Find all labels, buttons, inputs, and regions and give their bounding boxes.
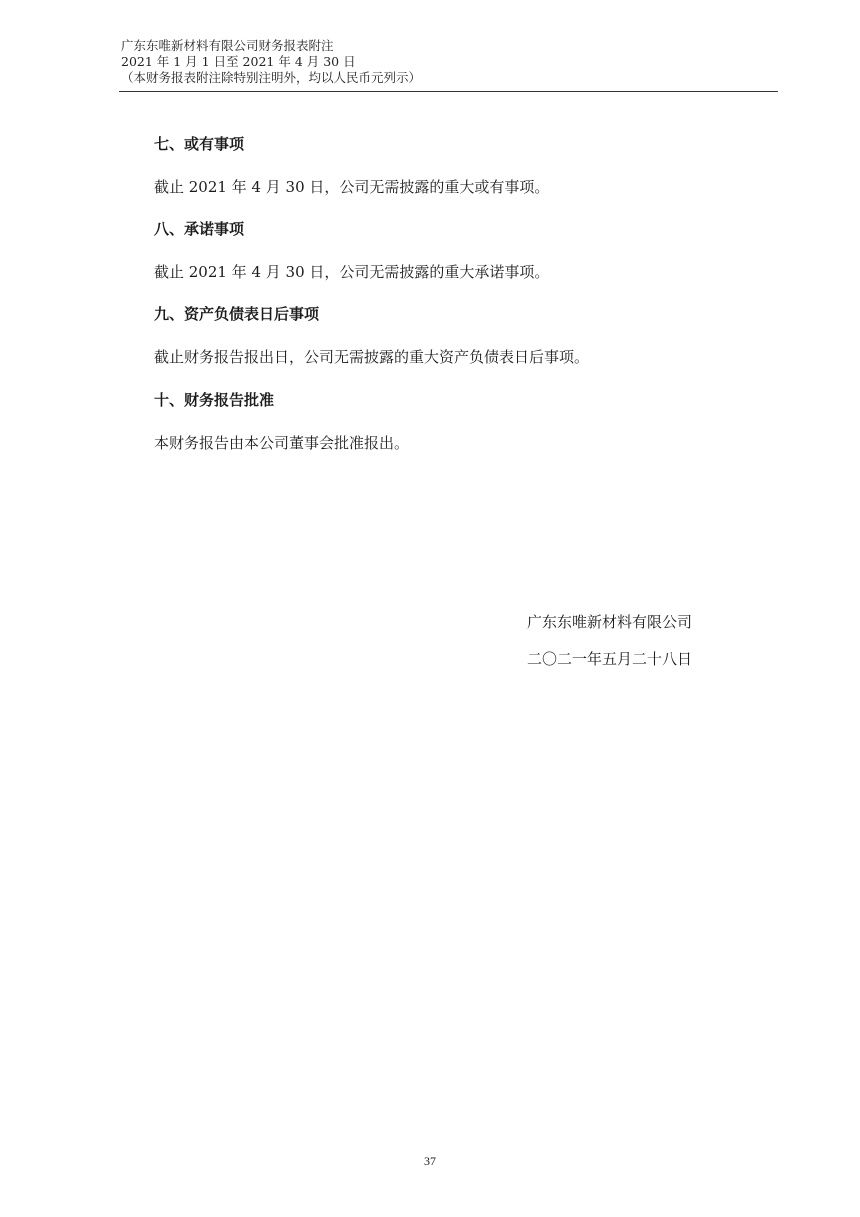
- signature-date: 二〇二一年五月二十八日: [527, 650, 693, 668]
- section-subsequent-events: [154, 304, 774, 366]
- header-period: 2021 年 1 月 1 日至 2021 年 4 月 30 日: [121, 54, 356, 69]
- section-body: 截止 2021 年 4 月 30 日，公司无需披露的重大承诺事项。: [154, 263, 550, 281]
- section-body: 截止财务报告报出日，公司无需披露的重大资产负债表日后事项。: [154, 348, 590, 366]
- section-report-approval: [154, 390, 774, 452]
- section-heading: 十、财务报告批准: [154, 391, 275, 409]
- signature-block: [527, 612, 692, 669]
- header-company-title: 广东东唯新材料有限公司财务报表附注: [121, 38, 334, 53]
- section-heading: 八、承诺事项: [154, 220, 245, 238]
- section-heading: 七、或有事项: [154, 135, 245, 153]
- header-divider: [119, 91, 778, 92]
- section-heading: 九、资产负债表日后事项: [154, 305, 320, 323]
- page-number: 37: [424, 1154, 436, 1168]
- section-body: 截止 2021 年 4 月 30 日，公司无需披露的重大或有事项。: [154, 178, 550, 196]
- section-commitments: [154, 219, 774, 281]
- signature-company: 广东东唯新材料有限公司: [527, 613, 693, 631]
- section-contingencies: [154, 134, 774, 196]
- section-body: 本财务报告由本公司董事会批准报出。: [154, 434, 410, 452]
- header-currency-note: （本财务报表附注除特别注明外，均以人民币元列示）: [121, 70, 422, 85]
- page-header: [121, 38, 778, 86]
